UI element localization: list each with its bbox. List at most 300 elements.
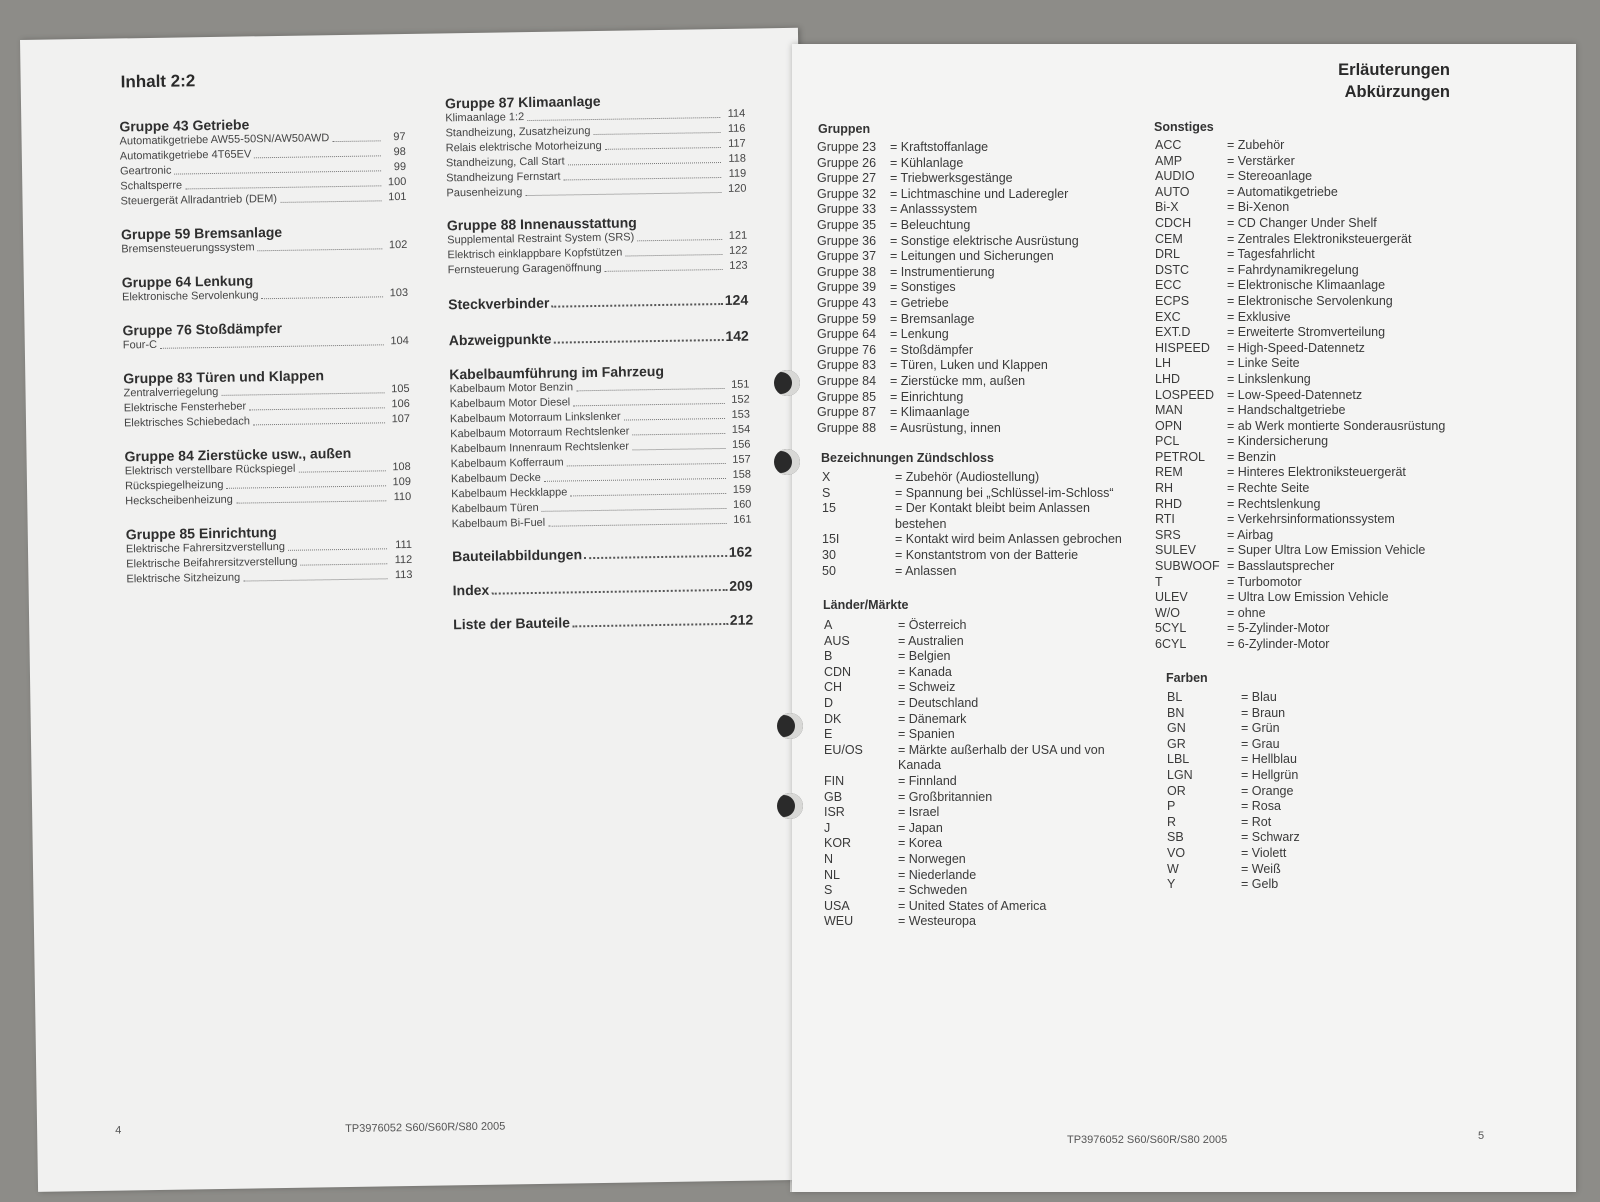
toc-entry-page: 110: [393, 490, 412, 504]
gruppe-row: [817, 171, 1079, 187]
abk-value: = Stereoanlage: [1227, 169, 1313, 184]
dot-leader: [567, 453, 726, 466]
dot-leader: [185, 175, 381, 189]
abk-row: [1155, 278, 1445, 294]
punch-hole: [777, 793, 803, 819]
land-value: = Niederlande: [898, 867, 977, 882]
toc-group: [445, 91, 747, 202]
abk-value: = 6-Zylinder-Motor: [1227, 637, 1330, 651]
farbe-key: LBL: [1167, 752, 1190, 767]
farbe-value: = Braun: [1241, 705, 1286, 720]
toc-entry-title: Supplemental Restraint System (SRS): [447, 231, 635, 247]
toc-entry-page: 107: [391, 412, 411, 426]
toc-main-title: Liste der Bauteile: [453, 614, 571, 633]
dot-leader: [525, 182, 721, 196]
toc-entry-title: Kabelbaum Innenraum Rechtslenker: [450, 440, 630, 456]
farbe-key: GR: [1167, 736, 1186, 751]
abk-key: EXT.D: [1155, 325, 1191, 340]
toc-entry-title: Elektrisches Schiebedach: [123, 415, 251, 430]
abk-value: = Linke Seite: [1227, 356, 1300, 371]
dot-leader: [253, 412, 385, 425]
gruppe-row: [817, 156, 1079, 172]
abk-key: T: [1155, 574, 1163, 589]
land-value: = Deutschland: [898, 695, 979, 710]
right-page: [792, 44, 1576, 1192]
farbe-row: [1167, 690, 1300, 706]
farbe-row: [1167, 784, 1300, 800]
toc-group: [122, 318, 408, 353]
toc-group: [121, 222, 407, 257]
gruppe-row: [817, 265, 1079, 281]
toc-entry-title: Four-C: [122, 338, 158, 352]
abk-row: [1155, 341, 1445, 357]
toc-entry-page: 122: [728, 244, 748, 257]
land-value: = Spanien: [898, 727, 955, 742]
land-key: WEU: [824, 914, 854, 929]
abk-row: [1155, 497, 1445, 513]
farbe-key: LGN: [1167, 767, 1193, 782]
toc-entry-title: Geartronic: [119, 164, 172, 178]
abk-value: = Bi-Xenon: [1227, 200, 1290, 215]
abk-row: [1155, 543, 1445, 559]
farbe-row: [1167, 737, 1300, 753]
gruppe-key: Gruppe 85: [817, 389, 877, 404]
farbe-value: = Hellblau: [1241, 752, 1297, 767]
gruppe-value: = Stoßdämpfer: [890, 342, 974, 357]
dot-leader: [593, 122, 720, 135]
dot-leader: [174, 160, 381, 174]
farbe-value: = Orange: [1241, 783, 1294, 798]
toc-main-page: 142: [725, 327, 749, 344]
toc-group: [449, 362, 752, 533]
gruppe-row: [817, 421, 1079, 437]
abk-row: [1155, 512, 1445, 528]
dot-leader: [563, 167, 721, 180]
abk-value: = Ultra Low Emission Vehicle: [1227, 590, 1389, 605]
gruppe-row: [817, 140, 1079, 156]
land-row: [824, 774, 1105, 790]
gruppe-key: Gruppe 26: [817, 155, 877, 170]
toc-entry-title: Elektrisch einklappbare Kopfstützen: [447, 246, 623, 262]
toc-entry-page: 113: [394, 568, 413, 582]
gruppe-row: [817, 280, 1079, 296]
toc-entry-page: 102: [388, 238, 408, 252]
land-row: [824, 821, 1105, 837]
abk-row: [1155, 232, 1445, 248]
toc-column-2: [445, 91, 753, 635]
toc-entry-page: 117: [728, 137, 746, 150]
toc-entry-page: 151: [731, 378, 750, 391]
page-title-abkuerzungen: Abkürzungen: [1344, 83, 1450, 101]
dot-leader: [257, 238, 382, 251]
abk-key: ECC: [1155, 278, 1182, 293]
farbe-value: = Violett: [1241, 845, 1287, 860]
gruppen-heading: Gruppen: [818, 122, 871, 136]
land-key: DK: [824, 711, 842, 726]
abk-key: 6CYL: [1155, 637, 1187, 651]
toc-group-title: Gruppe 88 Innenausstattung: [446, 214, 637, 234]
dot-leader: [249, 397, 385, 410]
farbe-row: [1167, 830, 1300, 846]
toc-entry-title: Kabelbaum Decke: [450, 471, 541, 486]
abk-key: PCL: [1155, 434, 1180, 449]
toc-entry-title: Kabelbaum Motor Diesel: [449, 396, 571, 411]
abk-value: = Rechtslenkung: [1227, 496, 1321, 511]
zuend-value: = Der Kontakt bleibt beim Anlassen: [895, 501, 1090, 516]
toc-group-title: Kabelbaumführung im Fahrzeug: [449, 362, 665, 383]
toc-main-title: Abzweigpunkte: [448, 330, 552, 349]
punch-hole: [774, 449, 800, 475]
dot-leader: [625, 244, 722, 257]
abk-value: = Benzin: [1227, 449, 1276, 464]
abk-row: [1155, 637, 1445, 653]
abk-row: [1155, 138, 1445, 154]
gruppe-value: = Sonstige elektrische Ausrüstung: [890, 233, 1079, 248]
punch-hole: [774, 370, 800, 396]
farbe-value: = Rot: [1241, 814, 1272, 829]
farbe-row: [1167, 768, 1300, 784]
gruppe-row: [817, 358, 1079, 374]
zuend-row: [822, 486, 1122, 502]
toc-entry-title: Bremsensteuerungssystem: [121, 241, 255, 256]
farbe-row: [1167, 752, 1300, 768]
toc-entry-page: 114: [727, 107, 746, 120]
abk-value: = Linkslenkung: [1227, 371, 1311, 386]
farbe-key: P: [1167, 799, 1176, 814]
toc-entry-page: 156: [731, 438, 751, 451]
abk-value: = Airbag: [1227, 527, 1274, 542]
abk-row: [1155, 528, 1445, 544]
farbe-row: [1167, 721, 1300, 737]
farbe-value: = Hellgrün: [1241, 767, 1299, 782]
abk-value: = Elektronische Klimaanlage: [1227, 278, 1386, 293]
toc-entry: [122, 286, 408, 305]
toc-entry: [121, 238, 407, 257]
gruppe-value: = Lichtmaschine und Laderegler: [890, 186, 1069, 201]
abk-row: [1155, 372, 1445, 388]
land-value: = United States of America: [898, 898, 1047, 913]
zuend-key: 15I: [822, 532, 840, 547]
dot-leader: [254, 145, 381, 158]
zuendschloss-heading: Bezeichnungen Zündschloss: [821, 451, 994, 465]
gruppe-value: = Einrichtung: [890, 389, 964, 404]
abk-value: = Hinteres Elektroniksteuergerät: [1227, 465, 1406, 480]
gruppe-key: Gruppe 43: [817, 295, 877, 310]
toc-entry-page: 105: [391, 382, 410, 396]
gruppe-row: [817, 218, 1079, 234]
land-row: [824, 868, 1105, 884]
farbe-key: SB: [1167, 830, 1184, 845]
zuend-value: = Spannung bei „Schlüssel-im-Schloss“: [895, 485, 1114, 500]
abk-key: OPN: [1155, 418, 1183, 433]
abk-key: ULEV: [1155, 590, 1188, 605]
gruppe-value: = Zierstücke mm, außen: [890, 373, 1026, 388]
toc-entry-page: 104: [390, 334, 409, 348]
land-row: [824, 899, 1105, 915]
land-row: [824, 618, 1105, 634]
land-key: A: [824, 618, 833, 632]
abk-value: = Handschaltgetriebe: [1227, 403, 1346, 418]
toc-group: [119, 114, 406, 209]
toc-entry-page: 160: [732, 498, 752, 511]
abk-value: = Fahrdynamikregelung: [1227, 262, 1359, 277]
toc-entry-page: 152: [731, 393, 750, 406]
dot-leader: [604, 259, 722, 272]
zuend-value: = Anlassen: [895, 563, 957, 578]
zuendschloss-list: [822, 470, 1122, 579]
abk-value: = Verstärker: [1227, 153, 1295, 168]
land-value: = Märkte außerhalb der USA und von: [898, 742, 1105, 757]
toc-entry-page: 112: [394, 553, 413, 567]
farben-heading: Farben: [1166, 671, 1208, 685]
abk-key: 5CYL: [1155, 621, 1187, 636]
laender-heading: Länder/Märkte: [823, 598, 909, 612]
abk-row: [1155, 559, 1445, 575]
gruppe-row: [817, 343, 1079, 359]
abk-key: SULEV: [1155, 543, 1196, 558]
gruppe-key: Gruppe 76: [817, 342, 877, 357]
abk-row: [1155, 169, 1445, 185]
punch-hole: [777, 713, 803, 739]
toc-main-page: 209: [729, 577, 753, 594]
land-row: [824, 696, 1105, 712]
land-key: N: [824, 851, 834, 866]
toc-main-entry: [453, 576, 753, 601]
gruppe-value: = Instrumentierung: [890, 264, 995, 279]
abk-row: [1155, 325, 1445, 341]
abk-value: = Tagesfahrlicht: [1227, 247, 1315, 262]
toc-group-title: Gruppe 43 Getriebe: [119, 116, 250, 135]
land-key: CDN: [824, 664, 852, 679]
abk-key: DRL: [1155, 247, 1181, 262]
dot-leader: [236, 490, 387, 503]
gruppe-row: [817, 405, 1079, 421]
land-key: CH: [824, 680, 843, 695]
toc-entry-page: 98: [393, 145, 406, 159]
abk-key: REM: [1155, 465, 1183, 480]
zuend-row: [822, 532, 1122, 548]
dot-leader: [568, 152, 722, 165]
toc-entry: [126, 568, 412, 587]
toc-entry-title: Schaltsperre: [120, 179, 183, 193]
land-row: [824, 790, 1105, 806]
gruppe-key: Gruppe 33: [817, 202, 877, 217]
dot-leader: [280, 190, 382, 203]
abk-row: [1155, 419, 1445, 435]
gruppe-value: = Leitungen und Sicherungen: [890, 249, 1054, 264]
gruppe-value: = Klimaanlage: [890, 405, 970, 420]
abk-key: MAN: [1155, 403, 1183, 418]
land-row: [824, 634, 1105, 650]
laender-list: [824, 618, 1105, 930]
gruppe-value: = Sonstiges: [890, 280, 956, 295]
toc-entry-title: Standheizung Fernstart: [446, 170, 561, 185]
toc-entry-title: Fernsteuerung Garagenöffnung: [447, 261, 602, 277]
farbe-value: = Grün: [1241, 721, 1280, 736]
abk-row: [1155, 590, 1445, 606]
abk-value: = Kindersicherung: [1227, 434, 1329, 449]
farbe-value: = Rosa: [1241, 799, 1281, 814]
toc-entry-title: Heckscheibenheizung: [125, 493, 233, 508]
toc-entry-page: 121: [728, 229, 748, 242]
gruppe-key: Gruppe 27: [817, 171, 877, 186]
gruppe-value: = Kühlanlage: [890, 155, 964, 170]
toc-group-title: Gruppe 64 Lenkung: [121, 272, 254, 291]
dot-leader: [261, 286, 383, 299]
land-key: B: [824, 649, 833, 664]
farbe-row: [1167, 815, 1300, 831]
farbe-key: W: [1167, 861, 1179, 876]
gruppe-key: Gruppe 39: [817, 280, 877, 295]
toc-group: [122, 270, 408, 305]
toc-entry-title: Elektrische Fahrersitzverstellung: [125, 540, 286, 556]
dot-leader: [332, 130, 380, 142]
gruppe-value: = Lenkung: [890, 327, 949, 342]
gruppe-key: Gruppe 83: [817, 358, 877, 373]
toc-entry-page: 103: [389, 286, 409, 300]
land-row: [824, 758, 1105, 774]
abk-key: AUDIO: [1155, 169, 1195, 184]
land-key: GB: [824, 789, 843, 804]
farbe-key: VO: [1167, 845, 1186, 860]
page-number: 5: [1478, 1130, 1485, 1142]
toc-group-title: Gruppe 85 Einrichtung: [125, 524, 277, 543]
land-row: [824, 649, 1105, 665]
toc-entry-page: 99: [393, 160, 407, 174]
zuend-value: = Kontakt wird beim Anlassen gebrochen: [895, 532, 1122, 547]
land-value: = Korea: [898, 836, 943, 851]
land-value: = Japan: [898, 820, 943, 835]
dot-leader: [226, 475, 386, 489]
toc-entry-page: 153: [731, 408, 751, 421]
dot-leader: [553, 326, 723, 344]
zuend-row: [822, 470, 1122, 486]
land-value: = Großbritannien: [898, 789, 993, 804]
dot-leader: [527, 107, 720, 121]
abk-key: ACC: [1155, 138, 1182, 152]
toc-entry-title: Standheizung, Call Start: [445, 155, 565, 170]
gruppe-row: [817, 312, 1079, 328]
dot-leader: [551, 290, 723, 308]
toc-entry-title: Zentralverriegelung: [123, 385, 219, 400]
toc-group-title: Gruppe 87 Klimaanlage: [444, 92, 601, 112]
toc-main-page: 162: [728, 543, 753, 560]
land-value: = Finnland: [898, 773, 957, 788]
land-key: EU/OS: [824, 742, 863, 757]
farbe-key: Y: [1167, 877, 1176, 892]
farbe-row: [1167, 846, 1300, 862]
farbe-value: = Schwarz: [1241, 830, 1300, 845]
gruppe-key: Gruppe 36: [817, 233, 877, 248]
gruppe-key: Gruppe 88: [817, 420, 877, 435]
toc-group-title: Gruppe 76 Stoßdämpfer: [122, 319, 283, 339]
zuend-key: 15: [822, 501, 836, 516]
abk-key: Bi-X: [1155, 200, 1179, 215]
toc-entry-title: Pausenheizung: [446, 186, 523, 200]
toc-entry-page: 101: [388, 190, 407, 204]
abk-row: [1155, 606, 1445, 622]
abk-key: RTI: [1155, 512, 1175, 527]
abk-value: = Automatikgetriebe: [1227, 184, 1338, 199]
abk-key: LH: [1155, 356, 1171, 371]
gruppe-value: = Getriebe: [890, 295, 949, 310]
toc-entry-title: Elektronische Servolenkung: [121, 289, 259, 304]
land-key: J: [824, 820, 831, 835]
gruppe-key: Gruppe 35: [817, 217, 877, 232]
land-key: S: [824, 883, 833, 898]
toc-entry-page: 116: [727, 122, 746, 135]
abk-value: = Zentrales Elektroniksteuergerät: [1227, 231, 1412, 246]
abk-key: EXC: [1155, 309, 1181, 324]
land-row: [824, 665, 1105, 681]
toc-group: [123, 366, 410, 431]
toc-entry-page: 97: [393, 130, 406, 144]
land-value: = Dänemark: [898, 711, 967, 726]
sonstiges-list: [1155, 138, 1445, 653]
toc-entry-page: 119: [728, 167, 747, 180]
toc-entry-title: Elektrisch verstellbare Rückspiegel: [124, 462, 296, 478]
farbe-value: = Grau: [1241, 736, 1280, 751]
dot-leader: [570, 483, 726, 496]
gruppen-list: [817, 140, 1079, 436]
dot-leader: [623, 408, 725, 421]
dot-leader: [243, 568, 387, 581]
zuend-key: [822, 517, 895, 533]
land-row: [824, 836, 1105, 852]
land-row: [824, 883, 1105, 899]
toc-main-entry: [453, 610, 753, 635]
zuend-row: [822, 501, 1122, 517]
abk-value: = Exklusive: [1227, 309, 1291, 324]
toc-entry-title: Steuergerät Allradantrieb (DEM): [120, 192, 278, 208]
land-key: NL: [824, 867, 840, 882]
farbe-value: = Weiß: [1241, 861, 1281, 876]
abk-key: AMP: [1155, 153, 1183, 168]
zuend-row: [822, 548, 1122, 564]
abk-row: [1155, 621, 1445, 637]
toc-entry-title: Kabelbaum Motorraum Linkslenker: [449, 410, 621, 426]
toc-group-title: Gruppe 84 Zierstücke usw., außen: [124, 444, 352, 465]
dot-leader: [288, 538, 387, 551]
land-row: [824, 852, 1105, 868]
abk-key: HISPEED: [1155, 340, 1210, 355]
gruppe-value: = Ausrüstung, innen: [890, 420, 1001, 435]
toc-entry-title: Relais elektrische Motorheizung: [445, 139, 602, 155]
land-key: USA: [824, 898, 850, 913]
toc-entry-title: Klimaanlage 1:2: [445, 111, 525, 125]
gruppe-value: = Kraftstoffanlage: [890, 140, 989, 154]
toc-entry-title: Kabelbaum Motorraum Rechtslenker: [450, 425, 630, 441]
gruppe-key: Gruppe 32: [817, 186, 877, 201]
zuend-key: S: [822, 485, 831, 500]
gruppe-key: Gruppe 37: [817, 249, 877, 264]
abk-value: = Erweiterte Stromverteilung: [1227, 325, 1386, 340]
abk-key: RH: [1155, 481, 1174, 496]
toc-entry-page: 111: [395, 538, 413, 552]
toc-entry-page: 120: [727, 182, 747, 195]
toc-column-1: [119, 114, 413, 604]
toc-entry-title: Elektrische Fensterheber: [123, 400, 247, 415]
abk-key: SUBWOOF: [1155, 559, 1220, 574]
abk-value: = Zubehör: [1227, 138, 1285, 152]
abk-value: = Elektronische Servolenkung: [1227, 293, 1393, 308]
toc-entry-title: Automatikgetriebe 4T65EV: [119, 148, 252, 163]
toc-main-title: Index: [452, 581, 490, 599]
gruppe-key: Gruppe 23: [817, 140, 877, 154]
toc-entry: [125, 490, 411, 509]
land-key: ISR: [824, 805, 845, 820]
toc-entry: [123, 334, 409, 353]
